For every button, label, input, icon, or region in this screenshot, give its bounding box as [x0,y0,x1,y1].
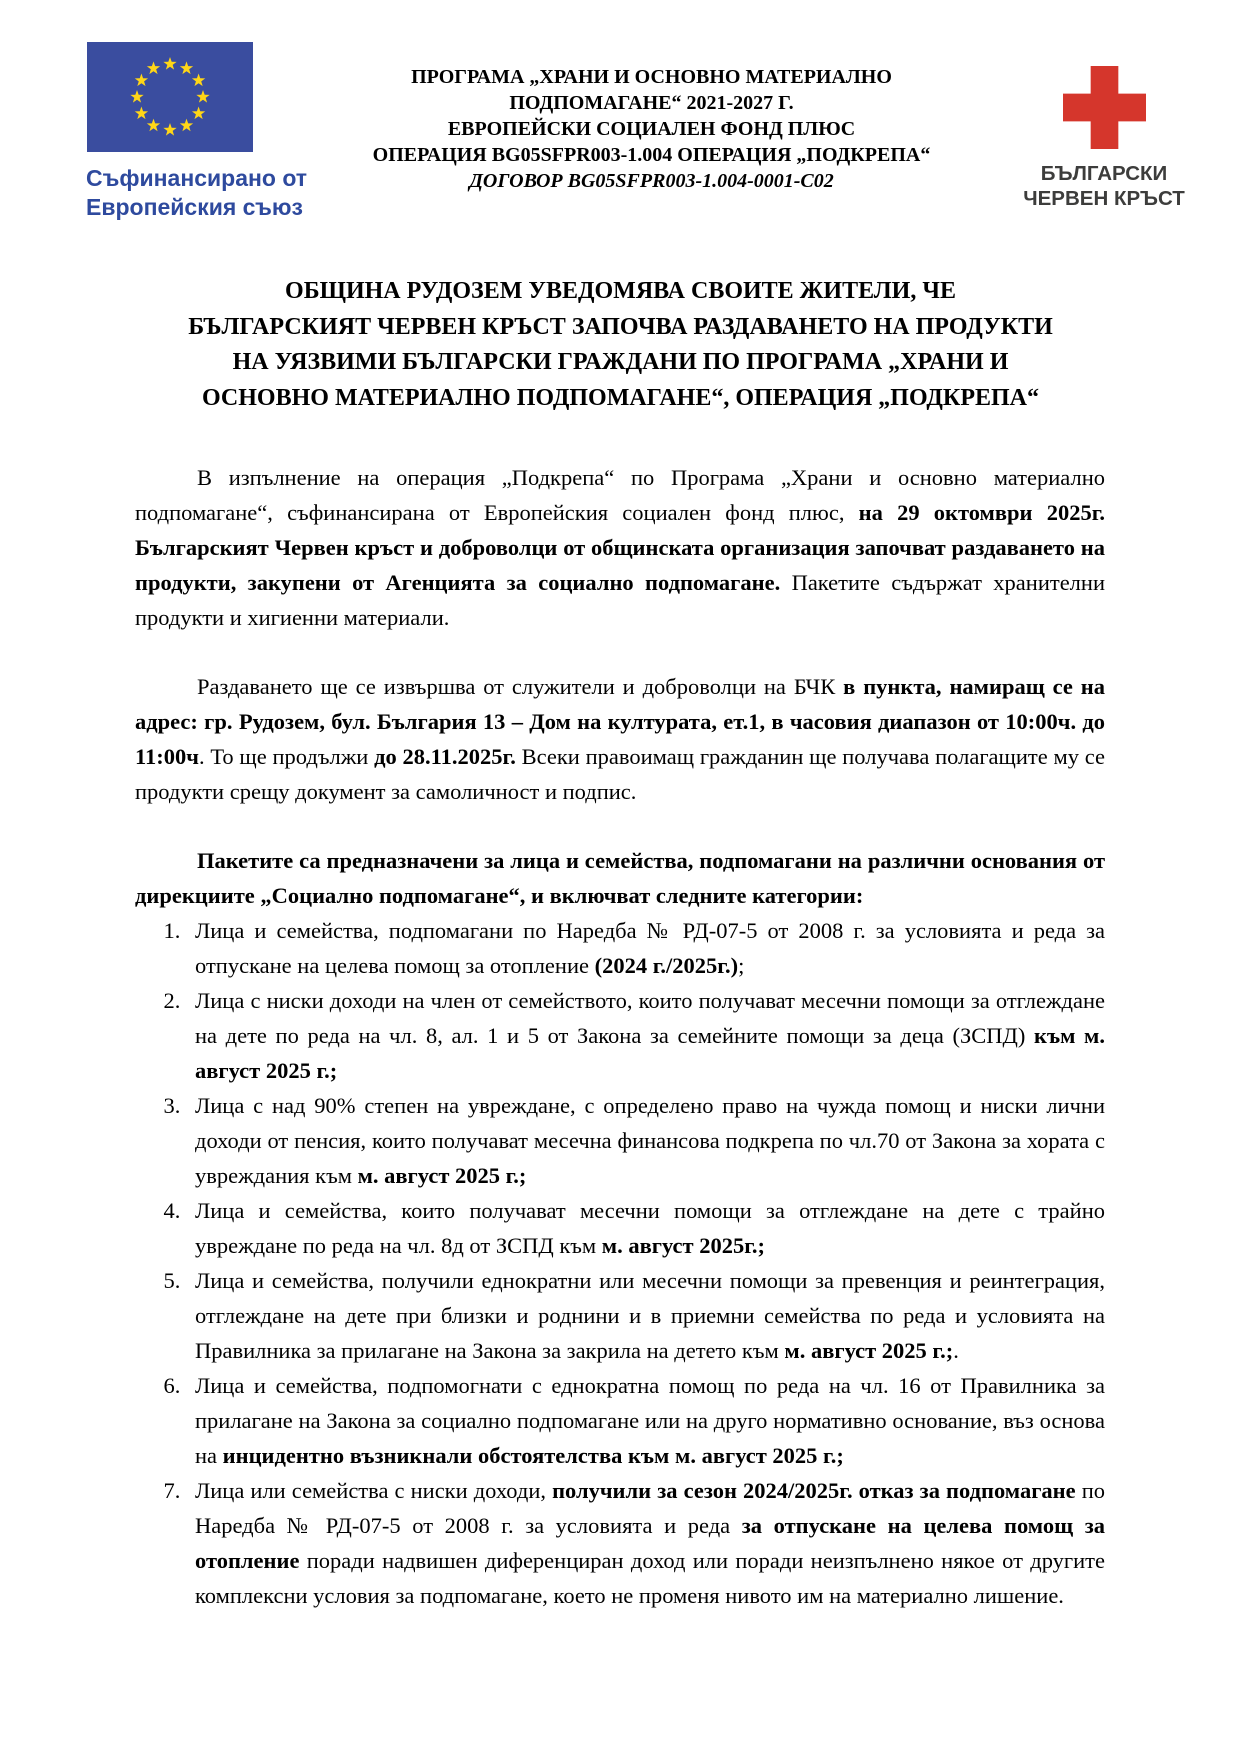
red-cross-icon [1063,66,1146,149]
program-header [294,38,1009,194]
program-fund-line: ЕВРОПЕЙСКИ СОЦИАЛЕН ФОНД ПЛЮС [447,118,856,140]
paragraph-categories-intro: Пакетите са предназначени за лица и семейства, подпомагани на различни основания от дирекциите „Социално подпомагане“, и включват следните категории: [135,848,1105,908]
eu-caption-line2: Европейския съюз [86,194,303,220]
categories-list [135,913,1105,1613]
redcross-caption [1009,161,1199,211]
redcross-block [1009,38,1199,211]
eu-cofinancing-block [86,38,308,222]
eu-caption-line1: Съфинансирано от [86,165,308,191]
document-header [0,0,1241,222]
notice-title-line3: НА УЯЗВИМИ БЪЛГАРСКИ ГРАЖДАНИ ПО ПРОГРАМА „ХРАНИ И [232,349,1009,375]
program-title-line1: ПРОГРАМА „ХРАНИ И ОСНОВНО МАТЕРИАЛНО [411,66,892,88]
paragraph-implementation: В изпълнение на операция „Подкрепа“ по Програма „Храни и основно материално подпомагане“, съфинансирана от Европейския социален фонд плюс, на 29 октомври 2025г. Българският Червен кръст и доброволци от общинската организация започват раздаването на продукти, закупени от Агенцията за социално подпомагане. Пакетите съдържат хранителни продукти и хигиенни материали. [135,465,1106,630]
notice-title-line4: ОСНОВНО МАТЕРИАЛНО ПОДПОМАГАНЕ“, ОПЕРАЦИЯ „ПОДКРЕПА“ [201,384,1040,411]
program-title-line2: ПОДПОМАГАНЕ“ 2021-2027 Г. [509,92,794,114]
list-item-6: 6. Лица и семейства, подпомогнати с еднократна помощ по реда на чл. 16 от Правилника за прилагане на Закона за социално подпомагане или на друго нормативно основание, въз основа на инцидентно възникнали обстоятелства към м. август 2025 г.; [186,1368,1105,1473]
eu-caption [86,164,308,222]
program-contract-line: ДОГОВОР BG05SFPR003-1.004-0001-C02 [469,170,834,192]
list-item-1: 1. Лица и семейства, подпомагани по Наредба № РД-07-5 от 2008 г. за условията и реда за отпускане на целева помощ за отопление (2024 г./2025г.); [186,913,1105,983]
notice-body [0,460,1241,1613]
program-operation-line: ОПЕРАЦИЯ BG05SFPR003-1.004 ОПЕРАЦИЯ „ПОДКРЕПА“ [372,144,931,166]
list-item-2: 2. Лица с ниски доходи на член от семейството, които получават месечни помощи за отглеждане на дете по реда на чл. 8, ал. 1 и 5 от Закона за семейните помощи за деца (ЗСПД) към м. август 2025 г.; [186,983,1105,1088]
list-item-3: 3. Лица с над 90% степен на увреждане, с определено право на чужда помощ и ниски лични доходи от пенсия, които получават месечна финансова подкрепа по чл.70 от Закона за хората с увреждания към м. август 2025 г.; [186,1088,1105,1193]
notice-title [0,274,1241,416]
list-item-7: 7. Лица или семейства с ниски доходи, получили за сезон 2024/2025г. отказ за подпомагане по Наредба № РД-07-5 от 2008 г. за условията и реда за отпускане на целева помощ за отопление поради надвишен диференциран доход или поради неизпълнено някое от другите комплексни условия за подпомагане, което не променя нивото им на материално лишение. [186,1473,1105,1613]
list-item-4: 4. Лица и семейства, които получават месечни помощи за отглеждане на дете с трайно увреждане по реда на чл. 8д от ЗСПД към м. август 2025г.; [186,1193,1105,1263]
eu-flag-icon [87,42,253,152]
paragraph-distribution: Раздаването ще се извършва от служители и доброволци на БЧК в пункта, намиращ се на адрес: гр. Рудозем, бул. България 13 – Дом на културата, ет.1, в часовия диапазон от 10:00ч. до 11:00ч. То ще продължи до 28.11.2025г. Всеки правоимащ гражданин ще получава полагащите му се продукти срещу документ за самоличност и подпис. [135,674,1106,804]
list-item-5: 5. Лица и семейства, получили еднократни или месечни помощи за превенция и реинтеграция, отглеждане на дете при близки и роднини и в приемни семейства по реда и условията на Правилника за прилагане на Закона за закрила на детето към м. август 2025 г.;. [186,1263,1105,1368]
redcross-caption-line2: ЧЕРВЕН КРЪСТ [1023,187,1185,210]
notice-title-line2: БЪЛГАРСКИЯТ ЧЕРВЕН КРЪСТ ЗАПОЧВА РАЗДАВАНЕТО НА ПРОДУКТИ [188,313,1053,340]
redcross-caption-line1: БЪЛГАРСКИ [1040,162,1168,185]
notice-title-line1: ОБЩИНА РУДОЗЕМ УВЕДОМЯВА СВОИТЕ ЖИТЕЛИ, ЧЕ [285,278,956,304]
